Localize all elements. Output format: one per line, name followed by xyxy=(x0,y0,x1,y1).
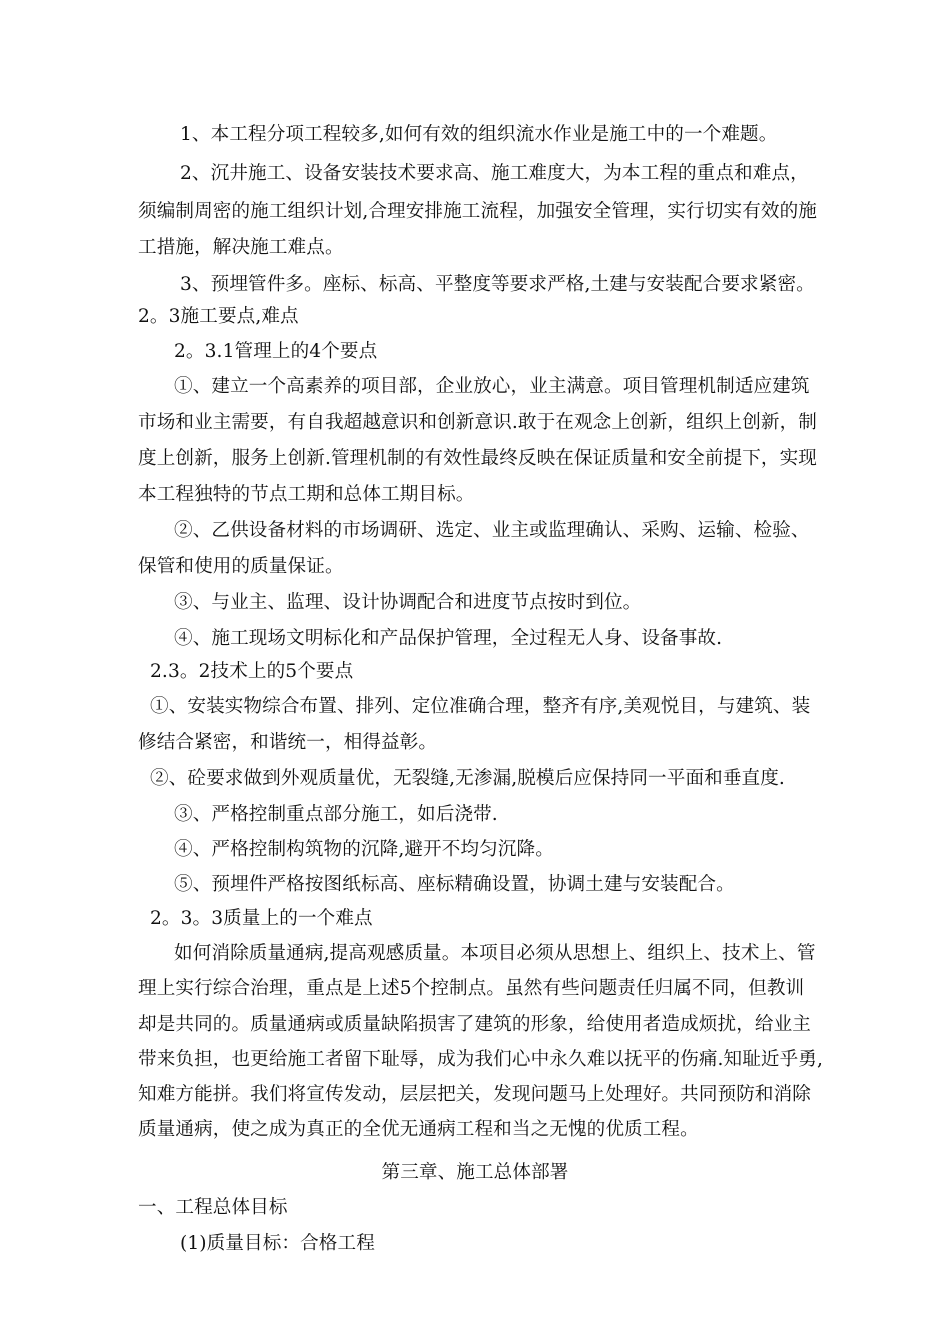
section-heading: 2。3施工要点,难点 xyxy=(138,306,299,327)
paragraph-line: 带来负担，也更给施工者留下耻辱，成为我们心中永久难以抚平的伤痛.知耻近乎勇, xyxy=(138,1049,823,1070)
paragraph-line: 理上实行综合治理，重点是上述5个控制点。虽然有些问题责任归属不同，但教训 xyxy=(138,978,805,999)
paragraph-line: 保管和使用的质量保证。 xyxy=(138,556,344,577)
subsection-heading: 2。3.1管理上的4个要点 xyxy=(174,341,378,362)
paragraph-line: 修结合紧密，和谐统一，相得益彰。 xyxy=(138,732,438,753)
subsection-heading: 2.3。2技术上的5个要点 xyxy=(150,661,354,682)
chapter-title: 第三章、施工总体部署 xyxy=(381,1162,569,1183)
paragraph-line: 质量通病，使之成为真正的全优无通病工程和当之无愧的优质工程。 xyxy=(138,1119,699,1140)
paragraph-line: 须编制周密的施工组织计划,合理安排施工流程，加强安全管理，实行切实有效的施 xyxy=(138,201,817,222)
paragraph-line: ③、严格控制重点部分施工，如后浇带. xyxy=(174,804,498,825)
paragraph-line: 如何消除质量通病,提高观感质量。本项目必须从思想上、组织上、技术上、管 xyxy=(174,943,816,964)
paragraph-line: 度上创新，服务上创新.管理机制的有效性最终反映在保证质量和安全前提下，实现 xyxy=(138,448,817,469)
paragraph-line: 本工程独特的节点工期和总体工期目标。 xyxy=(138,484,475,505)
section-heading: 一、工程总体目标 xyxy=(138,1197,288,1218)
paragraph-line: ②、砼要求做到外观质量优，无裂缝,无渗漏,脱模后应保持同一平面和垂直度. xyxy=(150,768,785,789)
paragraph-line: 3、预埋管件多。座标、标高、平整度等要求严格,土建与安装配合要求紧密。 xyxy=(180,274,815,295)
subsection-heading: 2。3。3质量上的一个难点 xyxy=(150,908,373,929)
paragraph-line: 知难方能拼。我们将宣传发动，层层把关，发现问题马上处理好。共同预防和消除 xyxy=(138,1084,811,1105)
paragraph-line: ④、严格控制构筑物的沉降,避开不均匀沉降。 xyxy=(174,839,554,860)
paragraph-line: 却是共同的。质量通病或质量缺陷损害了建筑的形象，给使用者造成烦扰，给业主 xyxy=(138,1014,811,1035)
paragraph-line: ①、安装实物综合布置、排列、定位准确合理，整齐有序,美观悦目，与建筑、装 xyxy=(150,696,811,717)
paragraph-line: ⑤、预埋件严格按图纸标高、座标精确设置，协调土建与安装配合。 xyxy=(174,874,735,895)
paragraph-line: 工措施，解决施工难点。 xyxy=(138,237,344,258)
paragraph-line: ①、建立一个高素养的项目部，企业放心，业主满意。项目管理机制适应建筑 xyxy=(174,376,810,397)
subsection-heading: (1)质量目标：合格工程 xyxy=(180,1233,375,1254)
paragraph-line: ③、与业主、监理、设计协调配合和进度节点按时到位。 xyxy=(174,592,642,613)
paragraph-line: ②、乙供设备材料的市场调研、选定、业主或监理确认、采购、运输、检验、 xyxy=(174,520,810,541)
paragraph-line: 2、沉井施工、设备安装技术要求高、施工难度大，为本工程的重点和难点， xyxy=(180,163,809,184)
paragraph-line: 1、本工程分项工程较多,如何有效的组织流水作业是施工中的一个难题。 xyxy=(180,124,778,145)
paragraph-line: ④、施工现场文明标化和产品保护管理，全过程无人身、设备事故. xyxy=(174,628,723,649)
paragraph-line: 市场和业主需要，有自我超越意识和创新意识.敢于在观念上创新，组织上创新，制 xyxy=(138,412,817,433)
